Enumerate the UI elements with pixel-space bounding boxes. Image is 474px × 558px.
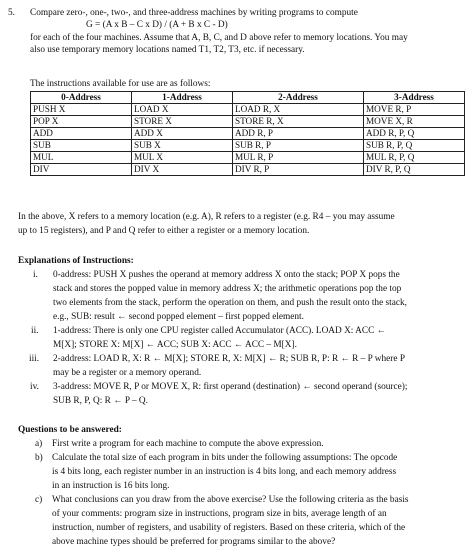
table-caption: The instructions available for use are as follows: [30, 79, 211, 89]
table-cell: DIV R, P, Q [364, 164, 465, 176]
problem-equation: G = (A x B – C x D) / (A + B x C - D) [86, 20, 228, 30]
table-cell: LOAD R, X [233, 104, 364, 116]
table-cell: DIV X [132, 164, 233, 176]
column-header: 1-Address [132, 92, 233, 104]
table-cell: LOAD X [132, 104, 233, 116]
explanation-marker: i. [33, 270, 38, 280]
instruction-table [30, 91, 465, 176]
table-cell: SUB X [132, 140, 233, 152]
explanation-line: 0-address: PUSH X pushes the operand at memory address X onto the stack; POP X pops the [53, 270, 400, 280]
question-line: instruction, number of registers, and usability of registers. Based on these criteria, which of the [52, 523, 406, 533]
explanation-line: e.g., SUB: result ← second popped element – first popped element. [53, 312, 304, 322]
explanation-marker: iii. [29, 354, 40, 364]
explanations-heading: Explanations of Instructions: [18, 256, 134, 266]
table-row [31, 116, 465, 128]
table-cell: PUSH X [31, 104, 132, 116]
question-line: is 4 bits long, each register number in an instruction is 4 bits long, and each memory address [52, 467, 397, 477]
explanation-line: M[X]; STORE X: M[X] ← ACC; SUB X: ACC ← ACC – M[X]. [53, 340, 297, 350]
column-header: 0-Address [31, 92, 132, 104]
table-header-row [31, 92, 465, 104]
table-cell: MOVE X, R [364, 116, 465, 128]
table-cell: SUB [31, 140, 132, 152]
explanation-line: may be a register or a memory operand. [53, 368, 202, 378]
explanation-line: two elements from the stack, perform the operation on them, and push the result onto the stack, [53, 298, 407, 308]
table-row [31, 152, 465, 164]
table-cell: SUB R, P, Q [364, 140, 465, 152]
table-cell: DIV R, P [233, 164, 364, 176]
table-cell: MUL [31, 152, 132, 164]
questions-heading: Questions to be answered: [18, 425, 122, 435]
explanation-line: SUB R, P, Q: R ← P – Q. [53, 396, 148, 406]
question-marker: c) [35, 495, 43, 505]
problem-number: 5. [8, 8, 15, 18]
note-line-2: up to 15 registers), and P and Q refer to either a register or a memory location. [18, 226, 310, 236]
explanation-line: stack and stores the popped value in memory address X; the arithmetic operations pop the top [53, 284, 402, 294]
column-header: 2-Address [233, 92, 364, 104]
table-cell: MUL R, P [233, 152, 364, 164]
table-cell: DIV [31, 164, 132, 176]
table-cell: STORE X [132, 116, 233, 128]
question-line: Calculate the total size of each program in bits under the following assumptions: The opcode [52, 453, 398, 463]
note-line-1: In the above, X refers to a memory location (e.g. A), R refers to a register (e.g. R4 – you may assume [18, 212, 395, 222]
table-cell: MUL X [132, 152, 233, 164]
table-cell: ADD R, P [233, 128, 364, 140]
problem-line-2: for each of the four machines. Assume that A, B, C, and D above refer to memory locations. You may [30, 33, 408, 43]
table-cell: ADD [31, 128, 132, 140]
table-row [31, 128, 465, 140]
question-line: of your comments: program size in instructions, program size in bits, average length of an [52, 509, 387, 519]
table-cell: POP X [31, 116, 132, 128]
question-line: What conclusions can you draw from the above exercise? Use the following criteria as the basis [52, 495, 409, 505]
table-cell: SUB R, P [233, 140, 364, 152]
question-marker: a) [35, 439, 43, 449]
explanation-line: 1-address: There is only one CPU register called Accumulator (ACC). LOAD X: ACC ← [53, 326, 386, 336]
problem-intro: Compare zero-, one-, two-, and three-address machines by writing programs to compute [30, 8, 358, 18]
table-cell: MOVE R, P [364, 104, 465, 116]
question-line: in an instruction is 16 bits long. [52, 481, 170, 491]
table-cell: STORE R, X [233, 116, 364, 128]
table-cell: ADD R, P, Q [364, 128, 465, 140]
explanation-marker: iv. [30, 382, 39, 392]
question-line: First write a program for each machine to compute the above expression. [52, 439, 324, 449]
column-header: 3-Address [364, 92, 465, 104]
explanation-line: 3-address: MOVE R, P or MOVE X, R: first operand (destination) ← second operand (source); [53, 382, 408, 392]
explanation-marker: ii. [31, 326, 39, 336]
table-row [31, 140, 465, 152]
question-line: above machine types should be preferred for programs similar to the above? [52, 537, 336, 547]
question-marker: b) [35, 453, 43, 463]
table-cell: MUL R, P, Q [364, 152, 465, 164]
table-cell: ADD X [132, 128, 233, 140]
table-row [31, 164, 465, 176]
table-row [31, 104, 465, 116]
problem-line-3: also use temporary memory locations named T1, T2, T3, etc. if necessary. [30, 45, 305, 55]
explanation-line: 2-address: LOAD R, X: R ← M[X]; STORE R, X: M[X] ← R; SUB R, P: R ← R – P where P [53, 354, 406, 364]
